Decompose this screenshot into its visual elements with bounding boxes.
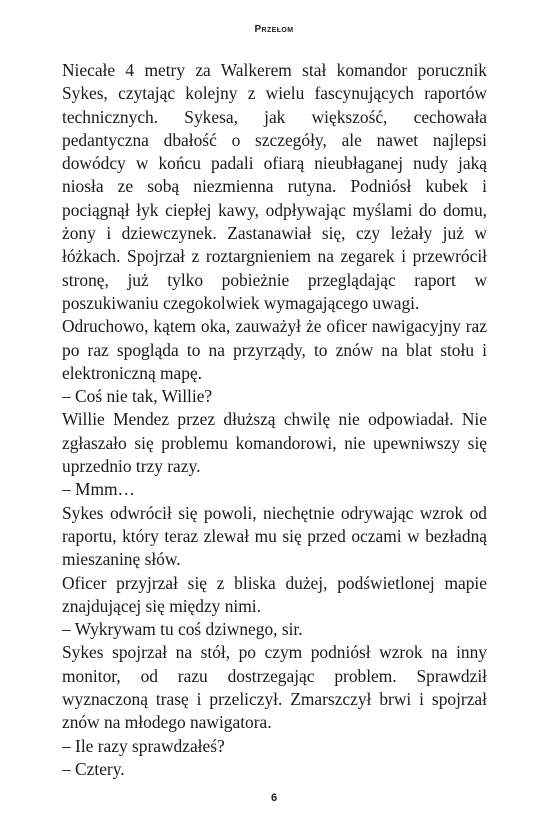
paragraph: Niecałe 4 metry za Walkerem stał komandor porucznik Sykes, czytając kolejny z wielu fascynujących raportów technicznych. Sykesa, jak większość, cechowała pedantyczna dbałość o szczegóły, ale nawet najlepsi dowódcy w końcu padali ofiarą nieubłaganej nudy jaką niosła ze sobą niezmienna rutyna. Podniósł kubek i pociągnął łyk ciepłej kawy, odpływając myślami do domu, żony i dziewczynek. Zastanawiał się, czy leżały już w łóżkach. Spojrzał z roztargnieniem na zegarek i przewrócił stronę, już tylko pobieżnie przeglądając raport w poszukiwaniu czegokolwiek wymagającego uwagi. [62,60,487,313]
paragraph: Sykes odwrócił się powoli, niechętnie odrywając wzrok od raportu, który teraz zlewał mu się przed oczami w bezładną mieszaninę słów. [62,502,487,570]
paragraph: Oficer przyjrzał się z bliska dużej, podświetlonej mapie znajdującej się między nimi. [62,572,487,616]
dialogue-line: – Mmm… [62,479,135,500]
paragraph: Odruchowo, kątem oka, zauważył że oficer nawigacyjny raz po raz spogląda to na przyrządy, to znów na blat stołu i elektroniczną mapę. [62,316,487,383]
paragraph: Sykes spojrzał na stół, po czym podniósł wzrok na inny monitor, od razu dostrzegając problem. Sprawdził wyznaczoną trasę i przeliczył. Zmarszczył brwi i spojrzał znów na młodego nawigatora. [62,642,487,733]
dialogue-line: – Wykrywam tu coś dziwnego, sir. [62,619,303,640]
paragraph: Willie Mendez przez dłuższą chwilę nie odpowiadał. Nie zgłaszało się problemu komandorowi, nie upewniwszy się uprzednio trzy razy. [62,409,487,477]
dialogue-line: – Coś nie tak, Willie? [62,386,213,407]
dialogue-line: – Cztery. [62,758,125,779]
body-text [62,59,487,781]
running-head: Przełom [254,24,294,35]
page-number: 6 [270,792,278,804]
dialogue-line: – Ile razy sprawdzałeś? [62,735,225,756]
